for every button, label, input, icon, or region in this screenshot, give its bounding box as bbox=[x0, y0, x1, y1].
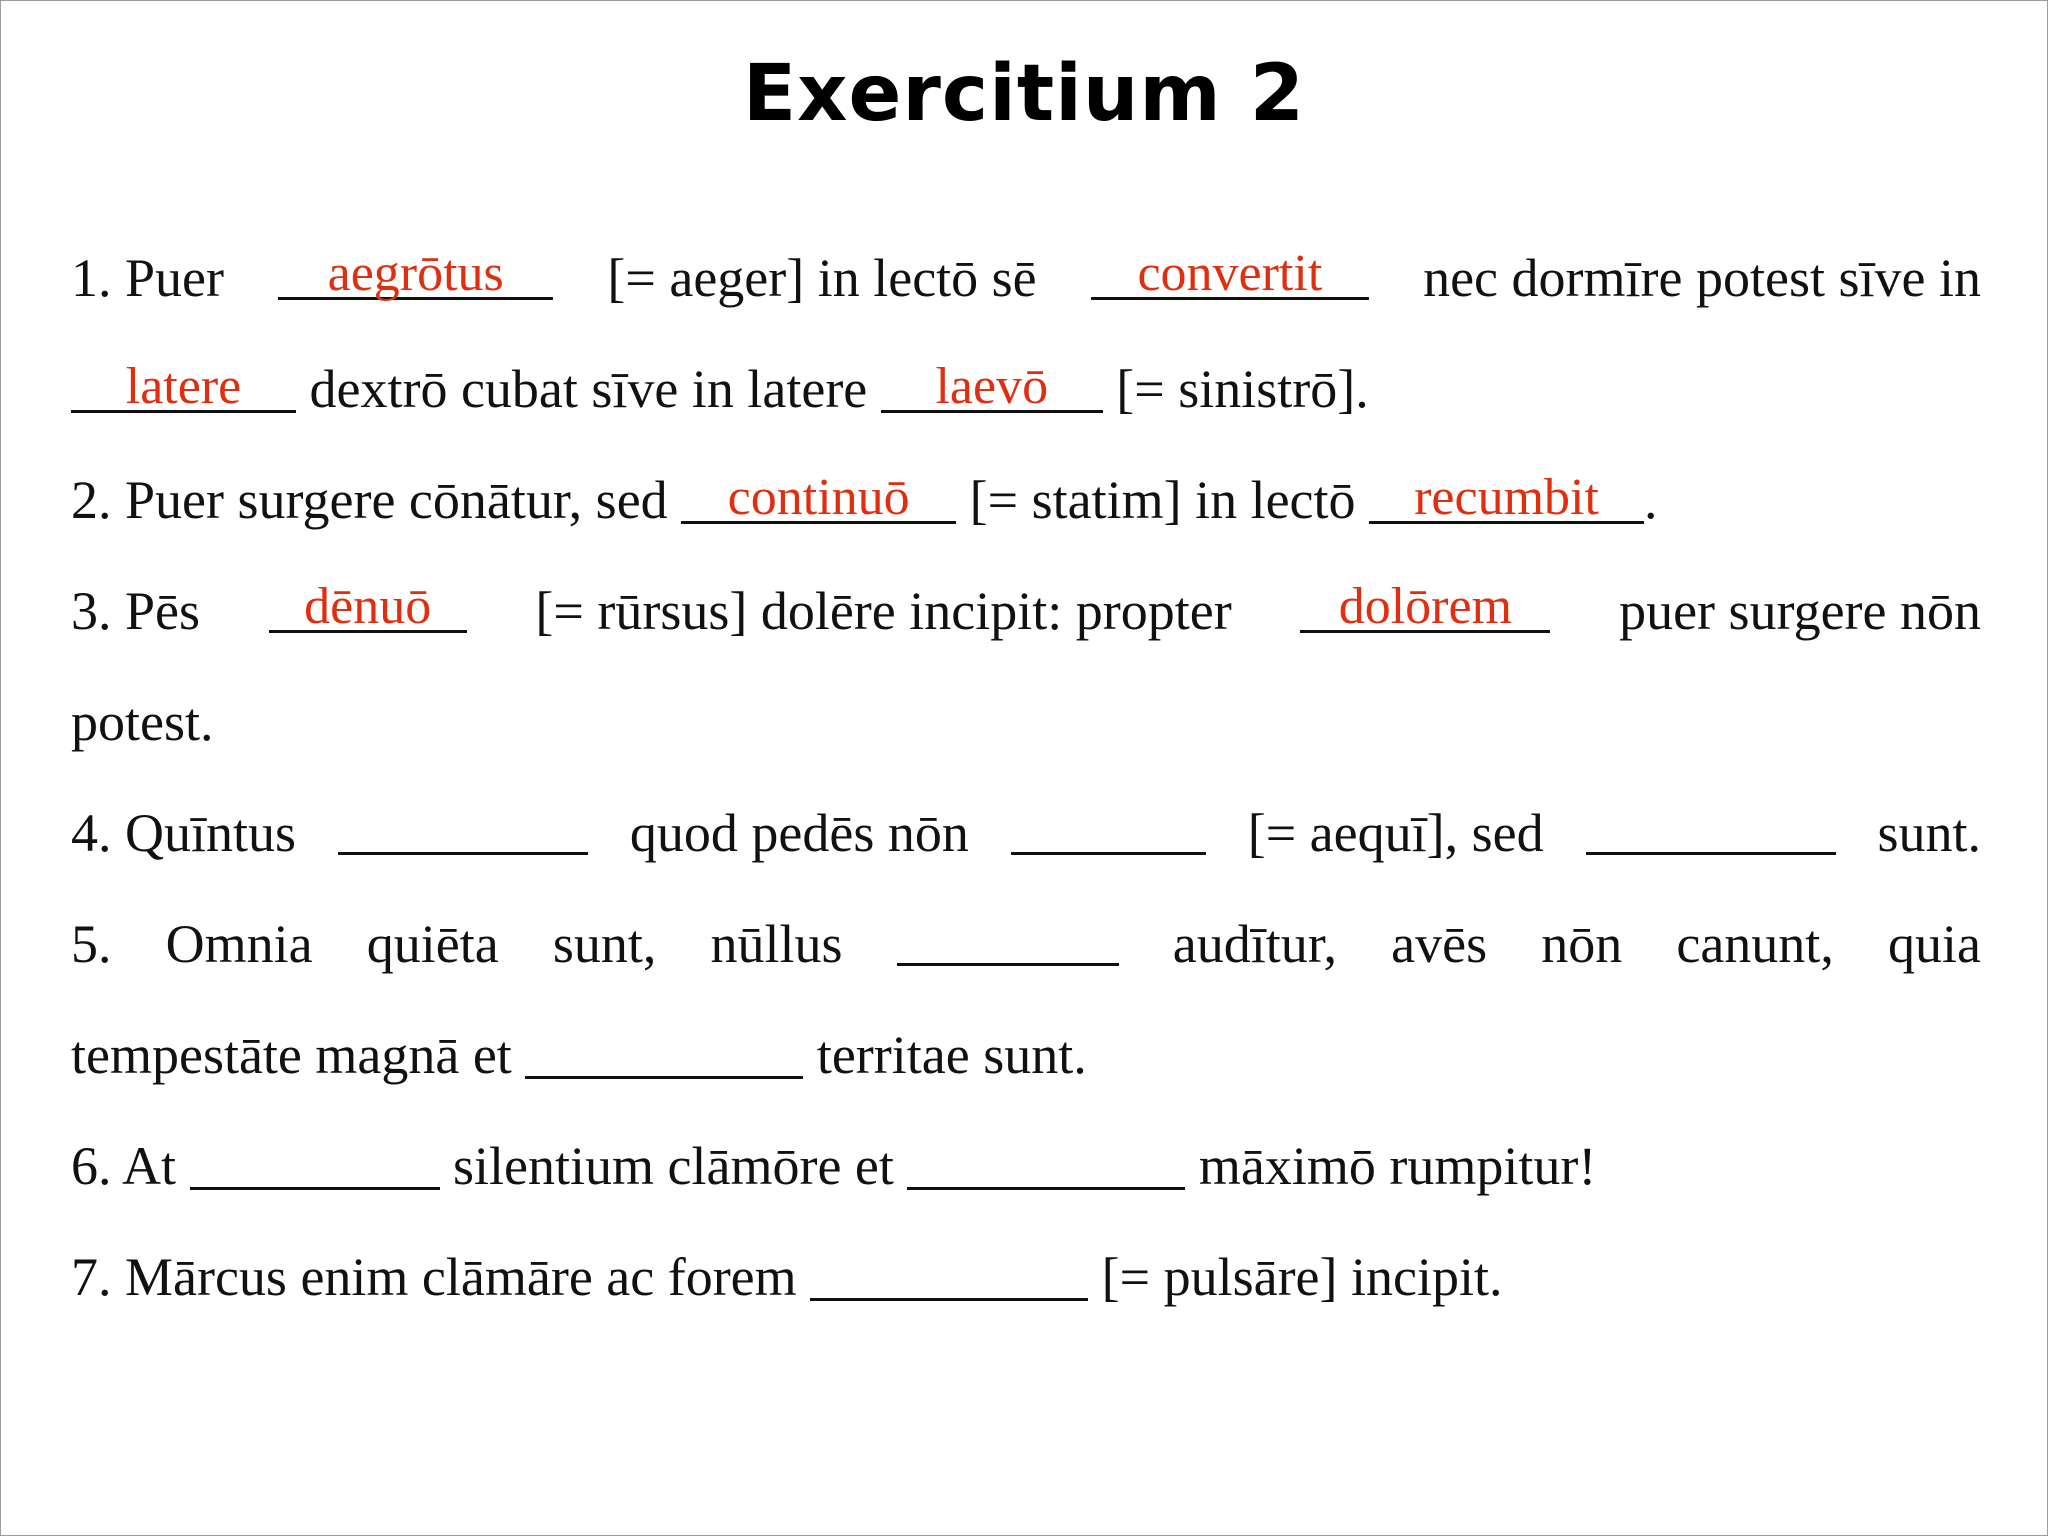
text: 4. Quīntus bbox=[71, 803, 297, 863]
text: 6. At bbox=[71, 1136, 177, 1196]
answer-text: convertit bbox=[1137, 245, 1323, 303]
text: silentium clāmōre et bbox=[453, 1136, 894, 1196]
answer-text: continuō bbox=[727, 469, 910, 527]
answer-blank[interactable] bbox=[681, 469, 956, 527]
answer-blank[interactable] bbox=[525, 1025, 803, 1079]
answer-blank[interactable] bbox=[1091, 245, 1369, 303]
answer-blank[interactable] bbox=[1586, 801, 1836, 855]
text: [= aeger] in lectō sē bbox=[607, 248, 1037, 308]
text: [= statim] in lectō bbox=[969, 470, 1356, 530]
answer-blank[interactable] bbox=[1300, 578, 1550, 636]
sentence-5-line-1 bbox=[71, 912, 1981, 977]
text: sunt, bbox=[552, 914, 657, 974]
answer-text: aegrōtus bbox=[327, 245, 504, 303]
answer-text: recumbit bbox=[1414, 469, 1599, 527]
sentence-1-line-2 bbox=[71, 357, 1369, 422]
text: sunt. bbox=[1877, 803, 1981, 863]
text: 7. Mārcus enim clāmāre ac forem bbox=[71, 1247, 797, 1307]
sentence-7 bbox=[71, 1245, 1503, 1310]
text: audītur, bbox=[1172, 914, 1338, 974]
answer-blank[interactable] bbox=[190, 1136, 440, 1190]
text: [= rūrsus] dolēre incipit: propter bbox=[535, 581, 1232, 641]
text: potest. bbox=[71, 692, 214, 752]
answer-blank[interactable] bbox=[881, 358, 1103, 416]
text: territae sunt. bbox=[816, 1025, 1087, 1085]
sentence-2 bbox=[71, 468, 1658, 533]
sentence-1-line-1 bbox=[71, 246, 1981, 311]
text: 5. bbox=[71, 914, 112, 974]
answer-blank[interactable] bbox=[897, 912, 1119, 966]
answer-text: latere bbox=[125, 358, 242, 416]
answer-blank[interactable] bbox=[1369, 469, 1644, 527]
text: Omnia bbox=[165, 914, 313, 974]
text: nec dormīre potest sīve in bbox=[1423, 248, 1981, 308]
sentence-4 bbox=[71, 801, 1981, 866]
text: avēs bbox=[1391, 914, 1488, 974]
text: puer surgere nōn bbox=[1619, 581, 1981, 641]
sentence-6 bbox=[71, 1134, 1596, 1199]
answer-text: dolōrem bbox=[1338, 578, 1513, 636]
text: quiēta bbox=[366, 914, 499, 974]
slide-title: Exercitium 2 bbox=[742, 49, 1306, 139]
text: canunt, bbox=[1676, 914, 1834, 974]
text: [= aequī], sed bbox=[1247, 803, 1544, 863]
text: [= sinistrō]. bbox=[1116, 359, 1369, 419]
text: . bbox=[1644, 470, 1658, 530]
answer-blank[interactable] bbox=[1011, 801, 1206, 855]
answer-blank[interactable] bbox=[810, 1247, 1088, 1301]
text: māximō rumpitur! bbox=[1198, 1136, 1597, 1196]
text: nōn bbox=[1541, 914, 1623, 974]
answer-blank[interactable] bbox=[269, 578, 467, 636]
text: quia bbox=[1887, 914, 1981, 974]
sentence-3-line-1 bbox=[71, 579, 1981, 644]
answer-blank[interactable] bbox=[71, 358, 296, 416]
answer-blank[interactable] bbox=[338, 801, 588, 855]
text: 2. Puer surgere cōnātur, sed bbox=[71, 470, 668, 530]
text: quod pedēs nōn bbox=[629, 803, 969, 863]
text: tempestāte magnā et bbox=[71, 1025, 512, 1085]
answer-blank[interactable] bbox=[907, 1136, 1185, 1190]
text: [= pulsāre] incipit. bbox=[1101, 1247, 1503, 1307]
text: nūllus bbox=[710, 914, 843, 974]
text: dextrō cubat sīve in latere bbox=[309, 359, 868, 419]
text: 3. Pēs bbox=[71, 581, 201, 641]
text: 1. Puer bbox=[71, 248, 224, 308]
sentence-5-line-2 bbox=[71, 1023, 1087, 1088]
answer-text: laevō bbox=[935, 358, 1049, 416]
answer-blank[interactable] bbox=[278, 245, 553, 303]
sentence-3-line-2 bbox=[71, 690, 214, 755]
answer-text: dēnuō bbox=[304, 578, 432, 636]
